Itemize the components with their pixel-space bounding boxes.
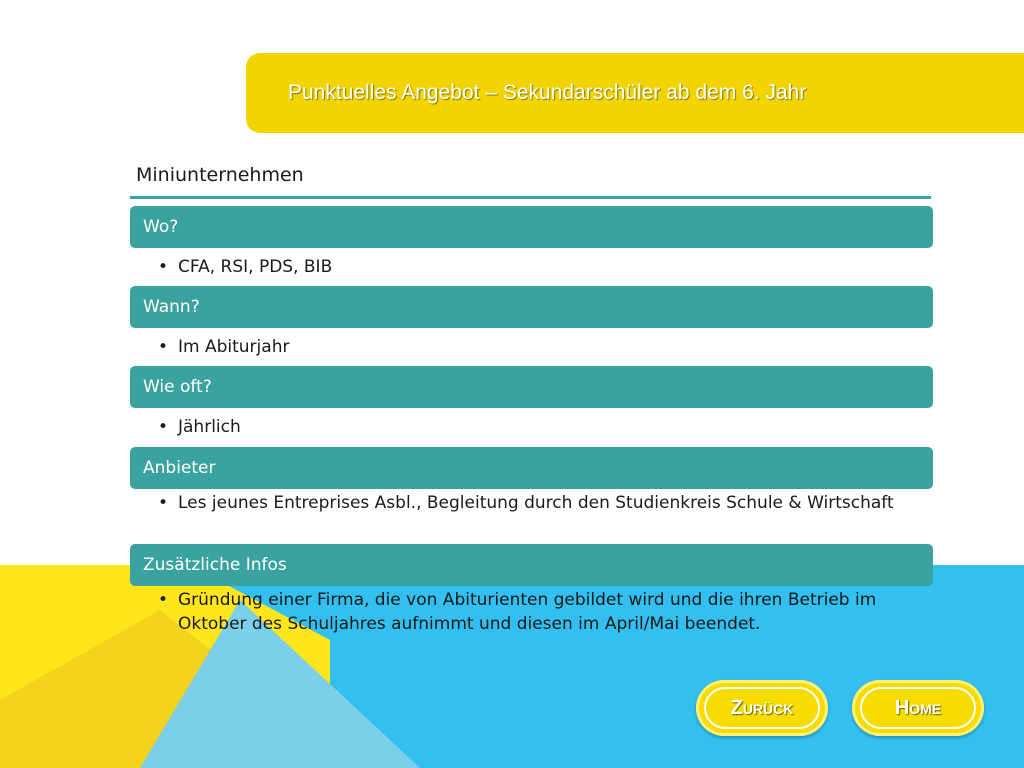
bullet-text: Jährlich (178, 417, 241, 437)
bullet-text: Im Abiturjahr (178, 337, 290, 357)
section-bullet-zusaetzliche-infos (158, 588, 918, 636)
section-heading-wie-oft: Wie oft? (130, 366, 933, 408)
back-button-frame (704, 687, 820, 729)
section-bullet-wo (158, 255, 918, 279)
bullet-text: CFA, RSI, PDS, BIB (178, 257, 333, 277)
bullet-text: Gründung einer Firma, die von Abiturienten gebildet wird und die ihren Betrieb im Oktober des Schuljahres aufnimmt und diesen im April/Mai beendet. (178, 590, 877, 634)
section-bullet-anbieter (158, 491, 918, 515)
home-button-label: Home (894, 696, 942, 719)
section-heading-anbieter: Anbieter (130, 447, 933, 489)
bullet-icon: • (158, 337, 169, 357)
home-button-frame (860, 687, 976, 729)
section-bullet-wann (158, 335, 918, 359)
bullet-text: Les jeunes Entreprises Asbl., Begleitung durch den Studienkreis Schule & Wirtschaft (178, 493, 894, 513)
subtitle-divider (130, 196, 931, 199)
bullet-icon: • (158, 257, 169, 277)
section-heading-wann: Wann? (130, 286, 933, 328)
title-banner (246, 53, 1024, 133)
back-button[interactable] (696, 680, 828, 736)
section-heading-wo: Wo? (130, 206, 933, 248)
home-button[interactable] (852, 680, 984, 736)
section-bullet-wie-oft (158, 415, 918, 439)
bullet-icon: • (158, 417, 169, 437)
bullet-icon: • (158, 590, 169, 610)
bullet-icon: • (158, 493, 169, 513)
section-heading-zusaetzliche-infos: Zusätzliche Infos (130, 544, 933, 586)
section-subtitle: Miniunternehmen (136, 164, 304, 186)
back-button-label: Zurück (730, 696, 794, 719)
page-title: Punktuelles Angebot – Sekundarschüler ab dem 6. Jahr (288, 81, 807, 104)
